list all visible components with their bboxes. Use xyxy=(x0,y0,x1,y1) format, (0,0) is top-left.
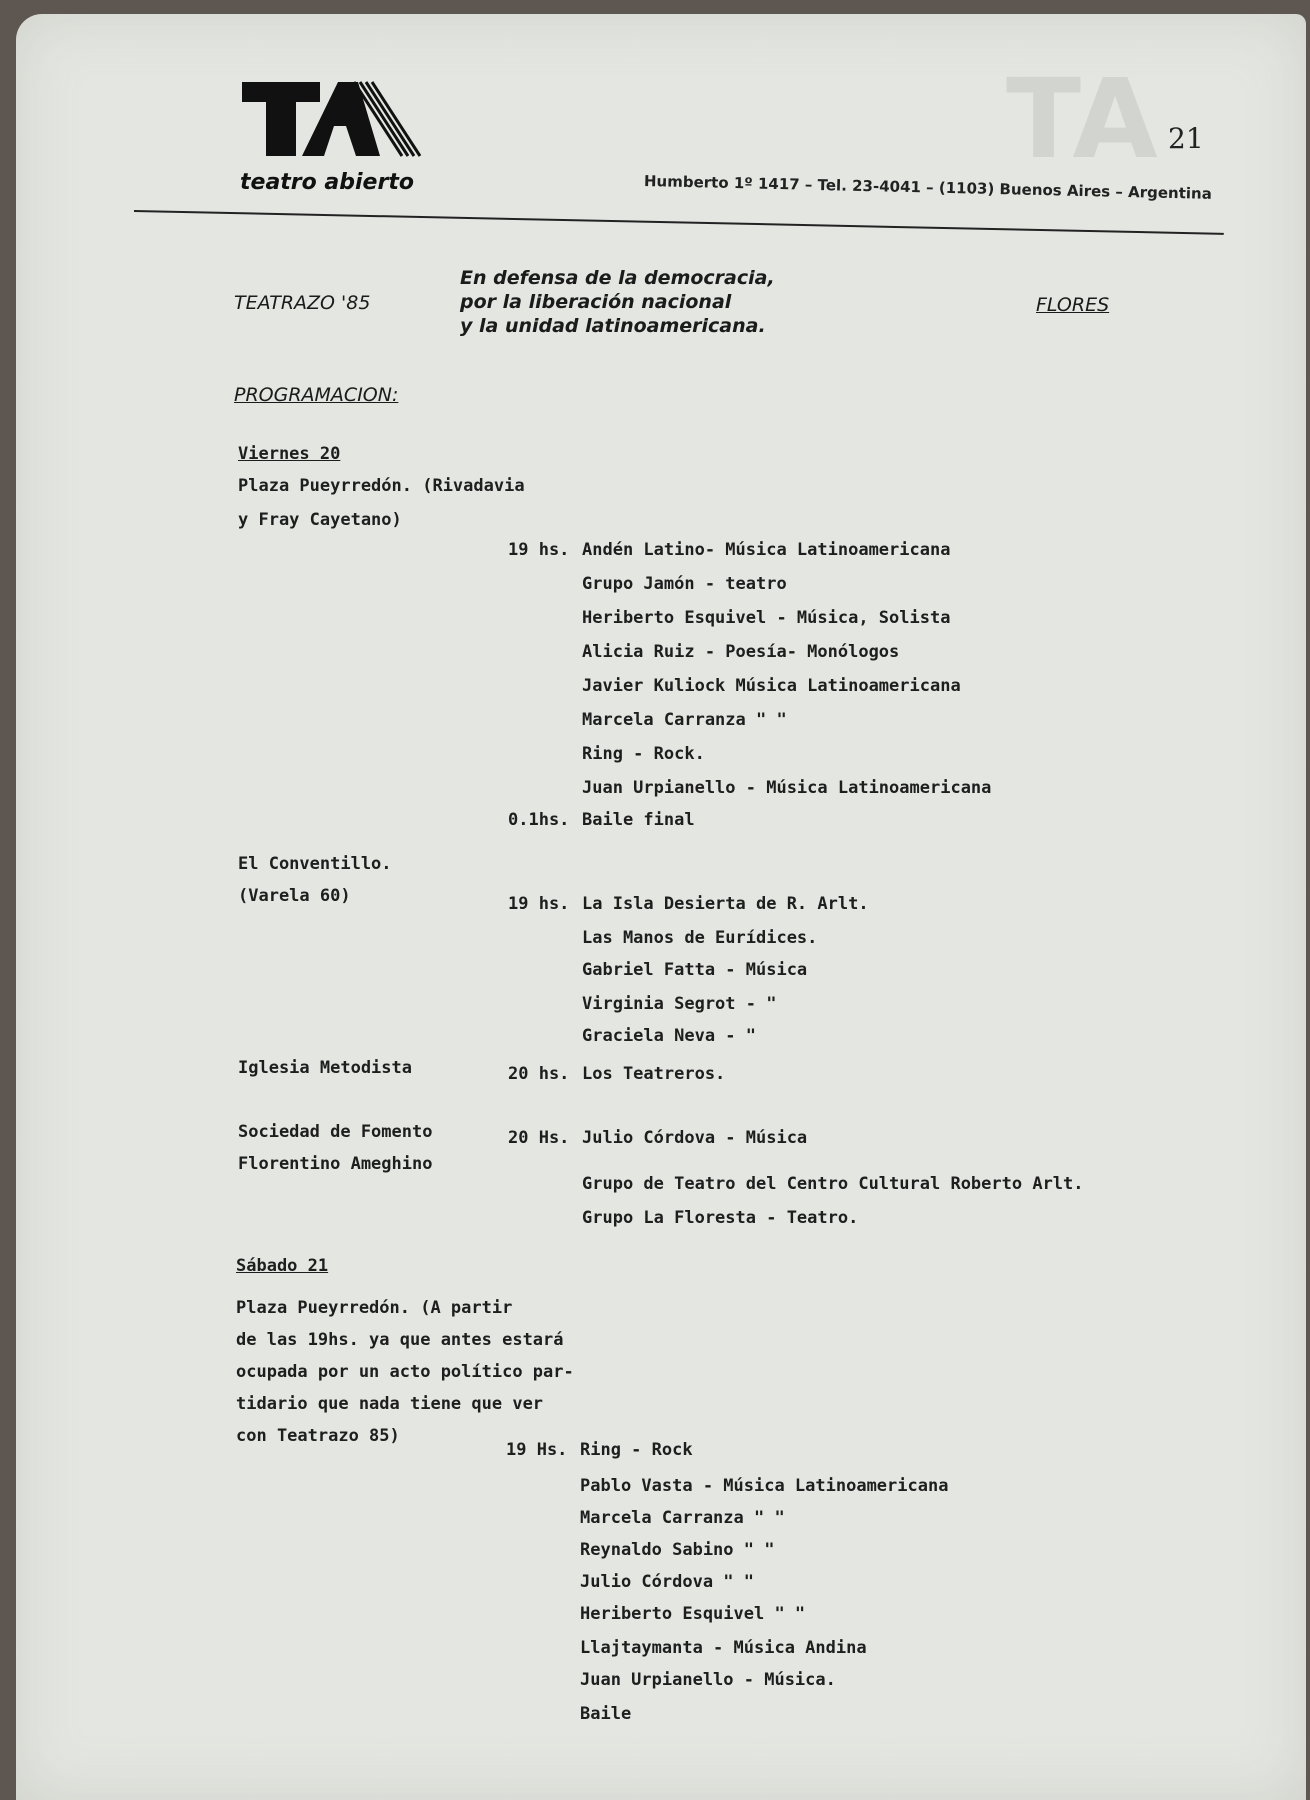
time-label: 19 hs. xyxy=(508,540,570,560)
event-title: TEATRAZO '85 xyxy=(234,292,371,314)
venue-line: de las 19hs. ya que antes estará xyxy=(236,1330,564,1350)
act-line: Marcela Carranza " " xyxy=(580,1508,785,1528)
act-line: Grupo Jamón - teatro xyxy=(582,574,787,594)
venue-line: El Conventillo. xyxy=(238,854,392,874)
time-label: 20 Hs. xyxy=(508,1128,570,1148)
act-line: Heriberto Esquivel - Música, Solista xyxy=(582,608,951,628)
header-rule xyxy=(134,210,1224,235)
document-page xyxy=(16,14,1306,1800)
act-line: Julio Córdova - Música xyxy=(582,1128,808,1148)
motto xyxy=(460,266,775,338)
venue-line: y Fray Cayetano) xyxy=(238,510,402,530)
act-line: Baile xyxy=(580,1704,632,1724)
act-line: Heriberto Esquivel " " xyxy=(580,1604,806,1624)
act-line: Reynaldo Sabino " " xyxy=(580,1540,775,1560)
venue-line: Plaza Pueyrredón. (Rivadavia xyxy=(238,476,525,496)
teatro-abierto-logo xyxy=(242,80,422,180)
time-label: 20 hs. xyxy=(508,1064,570,1084)
act-line: Grupo de Teatro del Centro Cultural Roberto Arlt. xyxy=(582,1174,1084,1194)
act-line: Javier Kuliock Música Latinoamericana xyxy=(582,676,961,696)
act-line: Juan Urpianello - Música Latinoamericana xyxy=(582,778,992,798)
venue-line: Iglesia Metodista xyxy=(238,1058,412,1078)
motto-line: y la unidad latinoamericana. xyxy=(460,315,766,337)
venue-line: con Teatrazo 85) xyxy=(236,1426,400,1446)
venue-line: Sociedad de Fomento xyxy=(238,1122,433,1142)
logo-name: teatro abierto xyxy=(240,170,414,195)
section-heading: PROGRAMACION: xyxy=(234,384,399,406)
neighborhood-label: FLORES xyxy=(1036,294,1110,316)
act-line: Grupo La Floresta - Teatro. xyxy=(582,1208,859,1228)
venue-line: tidario que nada tiene que ver xyxy=(236,1394,544,1414)
act-line: Alicia Ruiz - Poesía- Monólogos xyxy=(582,642,900,662)
act-line: Pablo Vasta - Música Latinoamericana xyxy=(580,1476,949,1496)
page-number: 21 xyxy=(1168,122,1204,155)
day-heading-sabado: Sábado 21 xyxy=(236,1256,329,1276)
act-line: Marcela Carranza " " xyxy=(582,710,787,730)
day-heading-viernes: Viernes 20 xyxy=(238,444,341,464)
act-line: Virginia Segrot - " xyxy=(582,994,777,1014)
act-line: La Isla Desierta de R. Arlt. xyxy=(582,894,869,914)
motto-line: En defensa de la democracia, xyxy=(460,267,775,289)
act-line: Andén Latino- Música Latinoamericana xyxy=(582,540,951,560)
act-line: Ring - Rock. xyxy=(582,744,705,764)
time-label: 19 hs. xyxy=(508,894,570,914)
letterhead-address: Humberto 1º 1417 – Tel. 23-4041 – (1103) Buenos Aires – Argentina xyxy=(643,172,1213,203)
time-label: 19 Hs. xyxy=(506,1440,568,1460)
venue-line: ocupada por un acto político par- xyxy=(236,1362,574,1382)
act-line: Baile final xyxy=(582,810,695,830)
act-line: Llajtaymanta - Música Andina xyxy=(580,1638,867,1658)
motto-line: por la liberación nacional xyxy=(460,291,732,313)
act-line: Ring - Rock xyxy=(580,1440,693,1460)
act-line: Julio Córdova " " xyxy=(580,1572,754,1592)
venue-line: Florentino Ameghino xyxy=(238,1154,433,1174)
venue-line: Plaza Pueyrredón. (A partir xyxy=(236,1298,513,1318)
act-line: Juan Urpianello - Música. xyxy=(580,1670,836,1690)
act-line: Las Manos de Eurídices. xyxy=(582,928,818,948)
venue-line: (Varela 60) xyxy=(238,886,351,906)
act-line: Gabriel Fatta - Música xyxy=(582,960,808,980)
act-line: Los Teatreros. xyxy=(582,1064,726,1084)
act-line: Graciela Neva - " xyxy=(582,1026,756,1046)
bleed-through-mark: TA xyxy=(1006,55,1158,183)
time-label: 0.1hs. xyxy=(508,810,570,830)
